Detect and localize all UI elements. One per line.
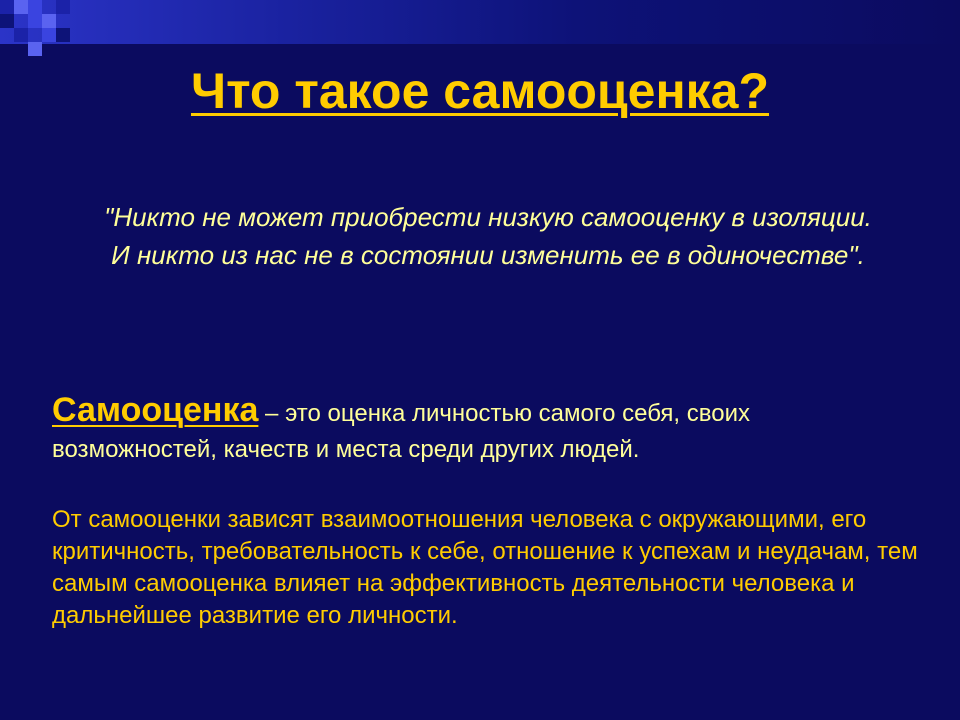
decor-square [28, 42, 42, 56]
decor-square [42, 14, 56, 28]
definition-term: Самооценка [52, 391, 259, 429]
decor-square [28, 0, 42, 14]
slide-title [0, 62, 960, 120]
quote-line-1: "Никто не может приобрести низкую самооценку в изоляции. [104, 202, 872, 232]
quote-line-2: И никто из нас не в состоянии изменить ее в одиночестве". [111, 240, 865, 270]
slide-title-text: Что такое самооценка? [190, 63, 770, 119]
decor-square [14, 0, 28, 14]
decor-square [0, 0, 14, 14]
definition-text: – это оценка личностью самого себя, своих возможностей, качеств и места среди других людей. [52, 400, 750, 463]
definition [52, 392, 912, 468]
header-decoration-band [0, 0, 960, 44]
decor-square [56, 0, 70, 14]
decor-square [42, 28, 56, 42]
decor-square [56, 28, 70, 42]
decor-square [14, 28, 28, 42]
decor-square [28, 14, 42, 28]
decor-square [0, 14, 14, 28]
quote [60, 198, 916, 274]
body-paragraph: От самооценки зависят взаимоотношения человека с окружающими, его критичность, требовательность к себе, отношение к успехам и неудачам, тем самым самооценка влияет на эффективность деятельности человека и дальнейшее развитие его личности. [52, 506, 918, 629]
